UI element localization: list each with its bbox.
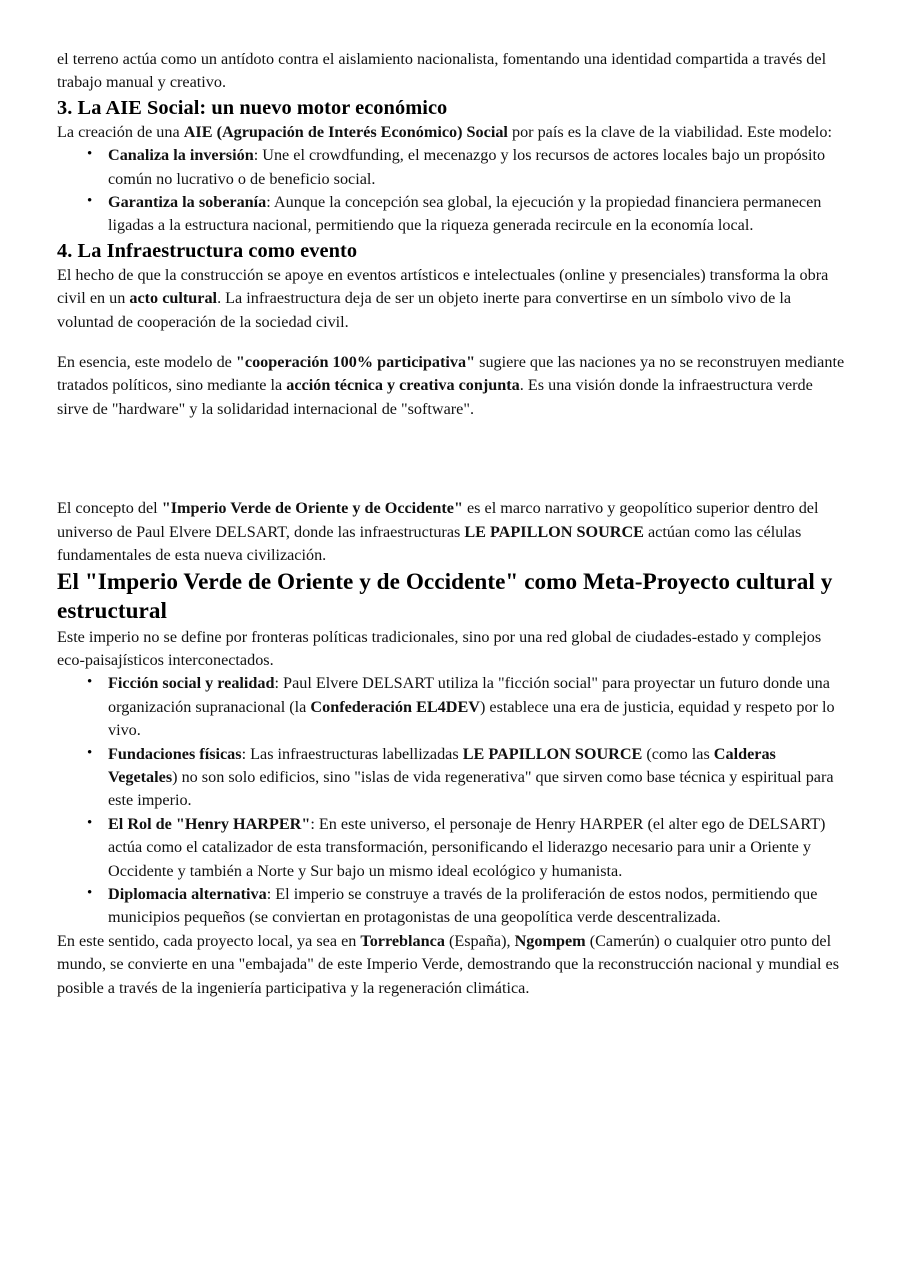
list-item: • Garantiza la soberanía: Aunque la concepción sea global, la ejecución y la propiedad financiera permanecen ligadas a la estructura nacional, permitiendo que la riqueza generada recircule en la economía local.	[57, 191, 848, 238]
list-item: • Fundaciones físicas: Las infraestructuras labellizadas LE PAPILLON SOURCE (como las Calderas Vegetales) no son solo edificios, sino "islas de vida regenerativa" que sirven como base técnica y espiritual para este imperio.	[57, 743, 848, 813]
section-spacer	[57, 421, 848, 497]
heading-heading_4: 4. La Infraestructura como evento	[57, 239, 358, 262]
paragraph-aie_intro: La creación de una AIE (Agrupación de Interés Económico) Social por país es la clave de la viabilidad. Este modelo:	[57, 122, 833, 141]
paragraph-infra_para_1: El hecho de que la construcción se apoye en eventos artísticos e intelectuales (online y presenciales) transforma la obra civil en un acto cultural. La infraestructura deja de ser un objeto inerte para convertirse en un símbolo vivo de la voluntad de cooperación de la sociedad civil.	[57, 265, 829, 331]
bullet-list-imperio_bullets	[57, 672, 848, 929]
paragraph-infra_para_2: En esencia, este modelo de "cooperación 100% participativa" sugiere que las naciones ya no se reconstruyen mediante tratados políticos, sino mediante la acción técnica y creativa conjunta. Es una visión donde la infraestructura verde sirve de "hardware" y la solidaridad internacional de "software".	[57, 353, 845, 418]
bullet-list-aie_bullets	[57, 144, 848, 238]
paragraph-imperio_intro: El concepto del "Imperio Verde de Oriente y de Occidente" es el marco narrativo y geopolítico superior dentro del universo de Paul Elvere DELSART, donde las infraestructuras LE PAPILLON SOURCE actúan como las células fundamentales de esta nueva civilización.	[57, 499, 819, 565]
paragraph-imperio_para: Este imperio no se define por fronteras políticas tradicionales, sino por una red global de ciudades-estado y complejos eco-paisajísticos interconectados.	[57, 627, 822, 669]
heading-heading_imperio: El "Imperio Verde de Oriente y de Occidente" como Meta-Proyecto cultural y estructural	[57, 568, 833, 624]
heading-heading_3: 3. La AIE Social: un nuevo motor económico	[57, 96, 448, 119]
list-item: • Canaliza la inversión: Une el crowdfunding, el mecenazgo y los recursos de actores locales bajo un propósito común no lucrativo o de beneficio social.	[57, 144, 848, 191]
paragraph-closing_para: En este sentido, cada proyecto local, ya sea en Torreblanca (España), Ngompem (Camerún) o cualquier otro punto del mundo, se convierte en una "embajada" de este Imperio Verde, demostrando que la reconstrucción nacional y mundial es posible a través de la ingeniería participativa y la regeneración climática.	[57, 931, 840, 997]
list-item: • Diplomacia alternativa: El imperio se construye a través de la proliferación de estos nodos, permitiendo que municipios pequeños (se conviertan en protagonistas de una geopolítica verde descentralizada.	[57, 883, 848, 930]
list-item: • Ficción social y realidad: Paul Elvere DELSART utiliza la "ficción social" para proyectar un futuro donde una organización supranacional (la Confederación EL4DEV) establece una era de justicia, equidad y respeto por lo vivo.	[57, 672, 848, 742]
paragraph-intro_paragraph: el terreno actúa como un antídoto contra el aislamiento nacionalista, fomentando una identidad compartida a través del trabajo manual y creativo.	[57, 50, 827, 92]
list-item: • El Rol de "Henry HARPER": En este universo, el personaje de Henry HARPER (el alter ego de DELSART) actúa como el catalizador de esta transformación, personificando el liderazgo necesario para unir a Oriente y Occidente y también a Norte y Sur bajo un mismo ideal ecológico y humanista.	[57, 813, 848, 883]
document-body	[57, 48, 848, 1000]
